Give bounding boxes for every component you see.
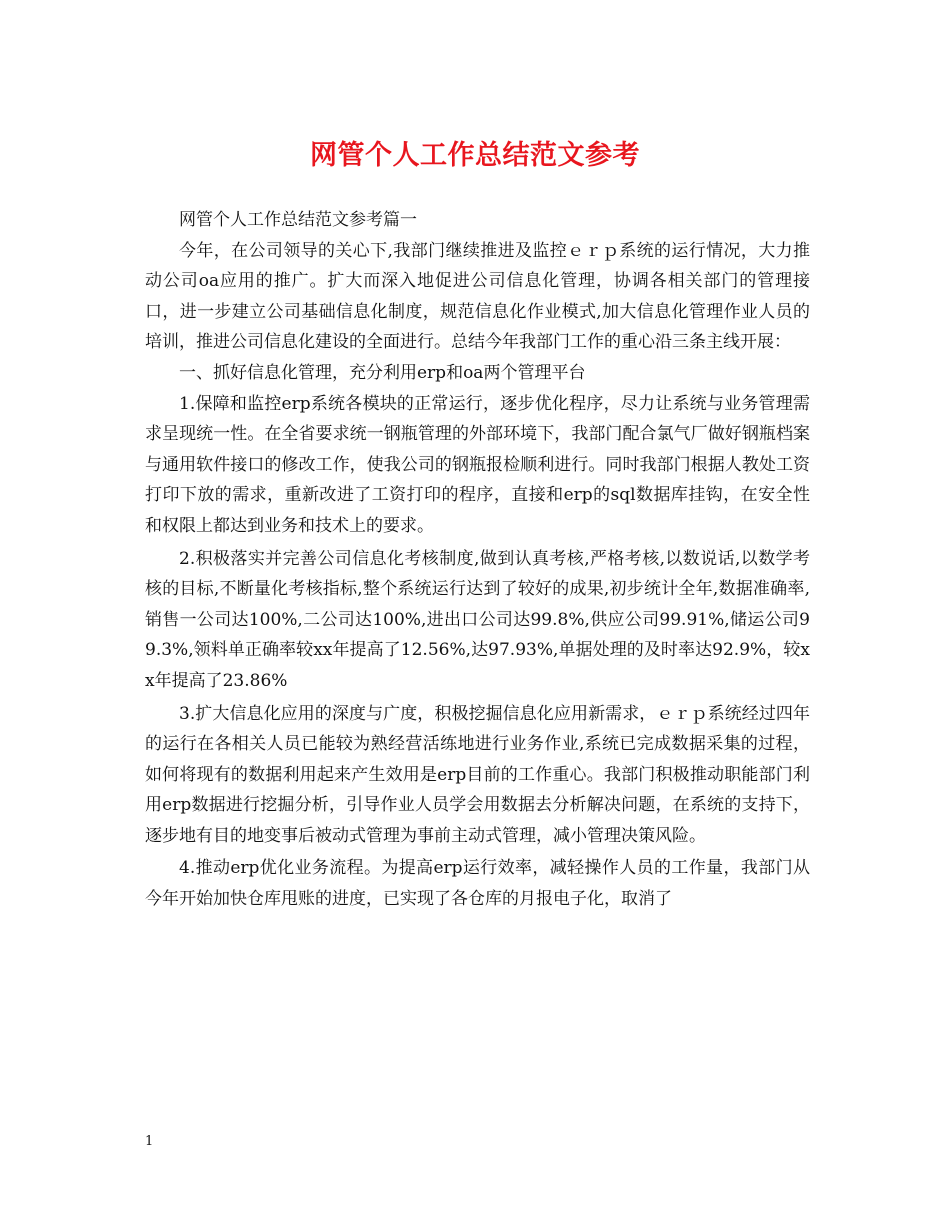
paragraph-item-3: 3.扩大信息化应用的深度与广度，积极挖掘信息化应用新需求，ｅｒｐ系统经过四年的运行在各相关人员已能较为熟经营活练地进行业务作业,系统已完成数据采集的过程，如何将现有的数据利用起来产生效用是erp目前的工作重心。我部门积极推动职能部门利用erp数据进行挖掘分析，引导作业人员学会用数据去分析解决问题，在系统的支持下，逐步地有目的地变事后被动式管理为事前主动式管理，减小管理决策风险。: [145, 703, 810, 846]
paragraph-item-4: 4.推动erp优化业务流程。为提高erp运行效率，减轻操作人员的工作量，我部门从今年开始加快仓库甩账的进度，已实现了各仓库的月报电子化，取消了: [145, 858, 810, 910]
paragraph-heading-one: 一、抓好信息化管理，充分利用erp和oa两个管理平台: [179, 362, 586, 383]
paragraph-item-2: 2.积极落实并完善公司信息化考核制度,做到认真考核,严格考核,以数说话,以数学考核的目标,不断量化考核指标,整个系统运行达到了较好的成果,初步统计全年,数据准确率,销售一公司达100%,二公司达100%,进出口公司达99.8%,供应公司99.91%,储运公司99.3%,领料单正确率较xx年提高了12.56%,达97.93%,单据处理的及时率达92.9%，较xx年提高了23.86%: [145, 548, 810, 691]
page-number: 1: [145, 1134, 154, 1149]
document-body: [145, 205, 810, 915]
document-title: 网管个人工作总结范文参考: [310, 140, 640, 171]
paragraph-section-heading: 网管个人工作总结范文参考篇一: [179, 210, 417, 230]
paragraph-intro: 今年，在公司领导的关心下,我部门继续推进及监控ｅｒｐ系统的运行情况，大力推动公司oa应用的推广。扩大而深入地促进公司信息化管理，协调各相关部门的管理接口，进一步建立公司基础信息化制度，规范信息化作业模式,加大信息化管理作业人员的培训，推进公司信息化建设的全面进行。总结今年我部门工作的重心沿三条主线开展：: [145, 240, 810, 353]
paragraph-item-1: 1.保障和监控erp系统各模块的正常运行，逐步优化程序，尽力让系统与业务管理需求呈现统一性。在全省要求统一钢瓶管理的外部环境下，我部门配合氯气厂做好钢瓶档案与通用软件接口的修改工作，使我公司的钢瓶报检顺利进行。同时我部门根据人教处工资打印下放的需求，重新改进了工资打印的程序，直接和erp的sql数据库挂钩，在安全性和权限上都达到业务和技术上的要求。: [145, 393, 810, 536]
